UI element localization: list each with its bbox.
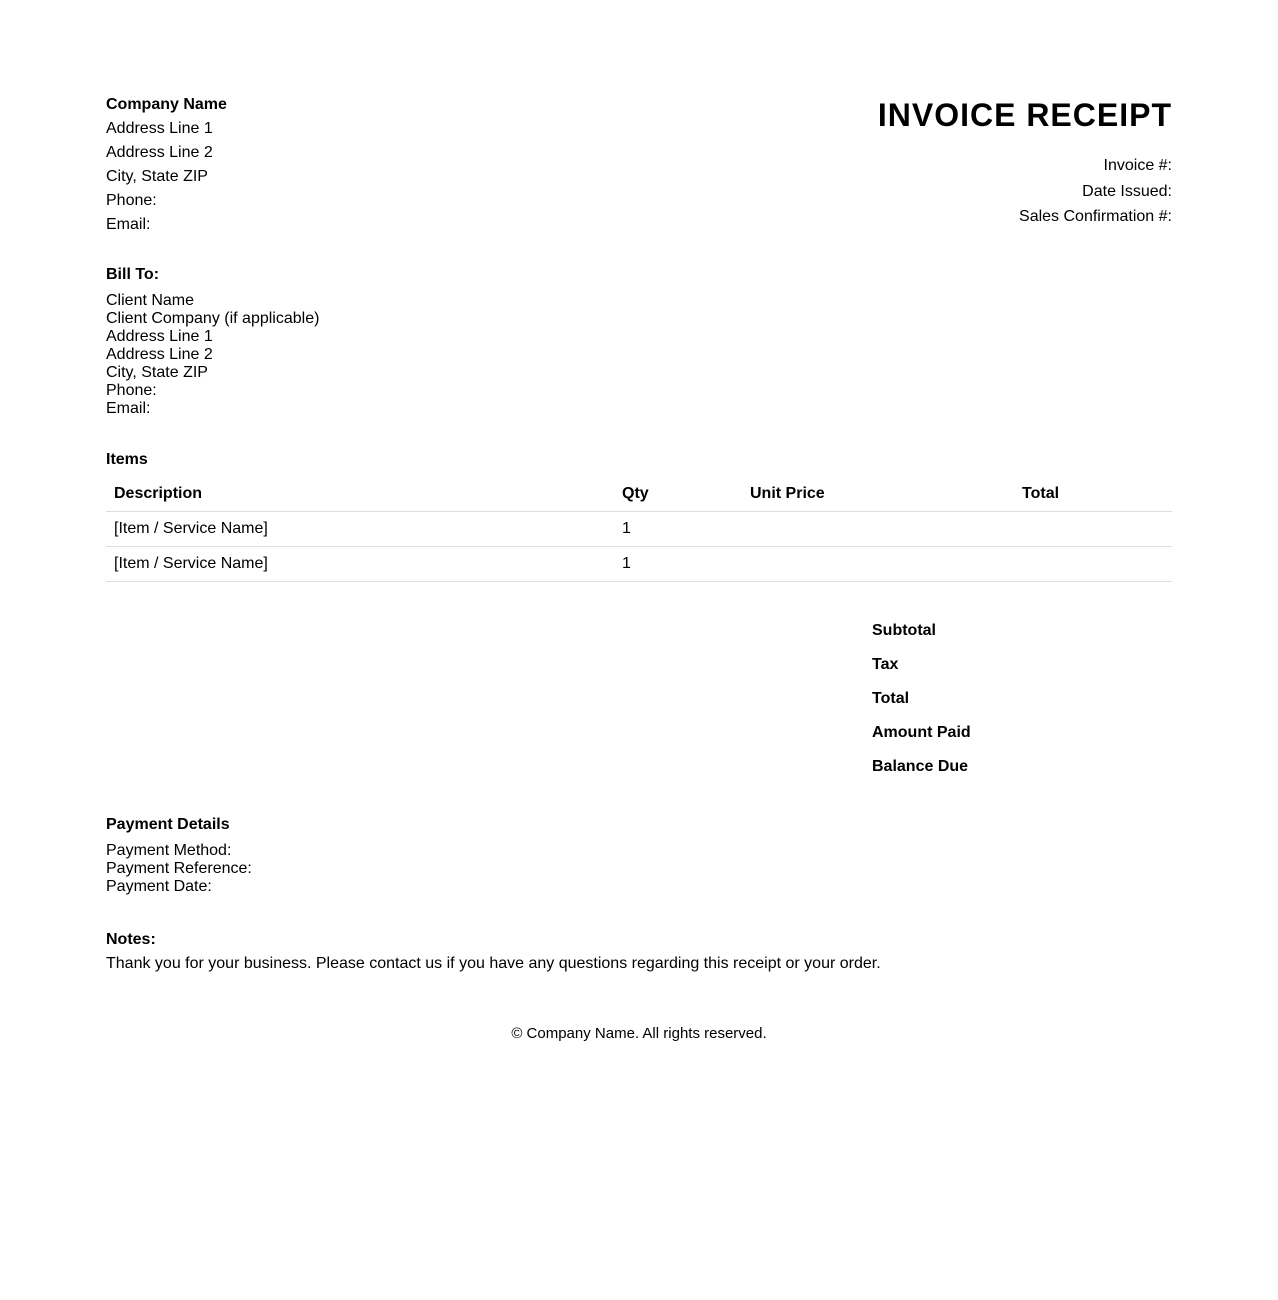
company-address-1: Address Line 1 xyxy=(106,120,213,137)
table-row xyxy=(106,547,1172,582)
client-address-1: Address Line 1 xyxy=(106,328,213,345)
item-description: [Item / Service Name] xyxy=(106,547,614,582)
totals xyxy=(872,621,971,791)
company-address-2: Address Line 2 xyxy=(106,144,213,161)
notes-heading: Notes: xyxy=(106,931,156,948)
company-info xyxy=(106,93,227,237)
payment-date: Payment Date: xyxy=(106,878,212,895)
client-name: Client Name xyxy=(106,292,195,309)
bill-to-heading: Bill To: xyxy=(106,266,160,283)
sales-confirmation: Sales Confirmation #: xyxy=(1019,208,1172,225)
col-total: Total xyxy=(1014,477,1172,512)
company-email: Email: xyxy=(106,216,151,233)
company-name: Company Name xyxy=(106,96,227,113)
date-issued: Date Issued: xyxy=(1082,182,1172,200)
payment-method: Payment Method: xyxy=(106,842,232,859)
company-city: City, State ZIP xyxy=(106,168,208,185)
col-unit-price: Unit Price xyxy=(742,477,1014,512)
item-total xyxy=(1014,512,1172,547)
client-phone: Phone: xyxy=(106,382,157,399)
table-row xyxy=(106,512,1172,547)
total-label: Total xyxy=(872,690,910,707)
col-qty: Qty xyxy=(614,477,742,512)
payment-details xyxy=(106,816,252,896)
tax-label: Tax xyxy=(872,656,899,673)
item-unit-price xyxy=(742,512,1014,547)
client-city: City, State ZIP xyxy=(106,364,208,381)
bill-to xyxy=(106,266,319,418)
notes-text: Thank you for your business. Please contact us if you have any questions regarding this receipt or your order. xyxy=(106,955,881,972)
page-title: INVOICE RECEIPT xyxy=(877,97,1172,133)
items-table xyxy=(106,477,1172,582)
table-header xyxy=(106,477,1172,512)
client-company: Client Company (if applicable) xyxy=(106,310,320,327)
balance-due-label: Balance Due xyxy=(872,758,969,775)
notes xyxy=(106,931,881,973)
item-unit-price xyxy=(742,547,1014,582)
invoice-meta xyxy=(1019,153,1172,230)
payment-reference: Payment Reference: xyxy=(106,860,252,877)
item-qty: 1 xyxy=(614,512,742,547)
payment-heading: Payment Details xyxy=(106,816,230,833)
footer: © Company Name. All rights reserved. xyxy=(511,1025,767,1042)
invoice-number: Invoice #: xyxy=(1103,157,1172,174)
item-qty: 1 xyxy=(614,547,742,582)
subtotal-label: Subtotal xyxy=(872,622,936,639)
items-heading: Items xyxy=(106,451,148,468)
amount-paid-label: Amount Paid xyxy=(872,724,971,741)
client-email: Email: xyxy=(106,400,151,417)
item-description: [Item / Service Name] xyxy=(106,512,614,547)
item-total xyxy=(1014,547,1172,582)
company-phone: Phone: xyxy=(106,192,157,209)
client-address-2: Address Line 2 xyxy=(106,346,213,363)
col-description: Description xyxy=(106,477,614,512)
